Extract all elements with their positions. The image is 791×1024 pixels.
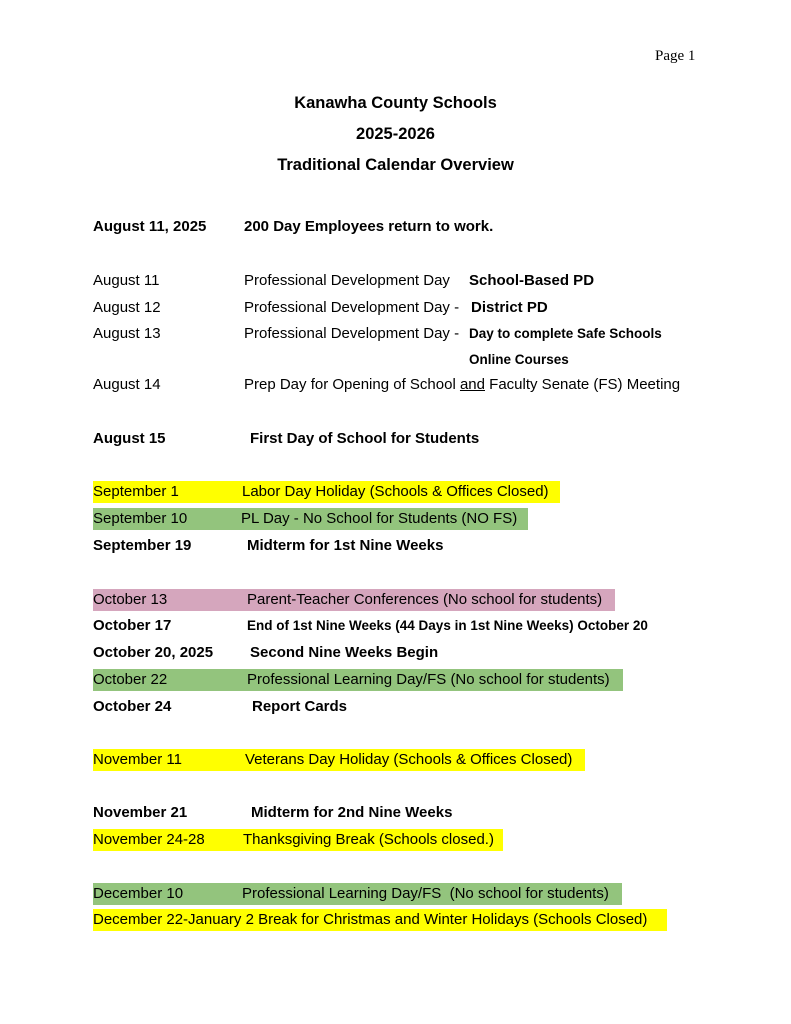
entry-description: Parent-Teacher Conferences (No school for students) — [247, 591, 603, 608]
calendar-subtitle: Traditional Calendar Overview — [277, 156, 514, 174]
entry-date: October 13 — [93, 591, 168, 608]
entry-description: Midterm for 2nd Nine Weeks — [251, 804, 453, 821]
entry-description: Professional Learning Day/FS (No school for students) — [242, 885, 609, 902]
entry-date: October 22 — [93, 671, 168, 688]
entry-description: 200 Day Employees return to work. — [244, 218, 494, 235]
entry-date: September 1 — [93, 483, 179, 500]
entry-description: PL Day - No School for Students (NO FS) — [241, 510, 518, 527]
entry-note: District PD — [471, 299, 548, 316]
entry-date: August 12 — [93, 299, 161, 316]
entry-date: September 10 — [93, 510, 188, 527]
entry-description: Midterm for 1st Nine Weeks — [247, 537, 444, 554]
school-year: 2025-2026 — [356, 125, 435, 143]
entry-description: Thanksgiving Break (Schools closed.) — [243, 831, 494, 848]
entry-date: November 21 — [93, 804, 188, 821]
entry-description: End of 1st Nine Weeks (44 Days in 1st Nine Weeks) October 20 — [247, 618, 648, 633]
entry-date: November 11 — [93, 751, 182, 768]
entry-date: September 19 — [93, 537, 192, 554]
entry-note: Day to complete Safe Schools — [469, 326, 662, 341]
entry-description-underlined: and — [459, 376, 485, 393]
entry-description: Professional Learning Day/FS (No school for students) — [247, 671, 610, 688]
entry-date: October 24 — [93, 698, 172, 715]
entry-description-part: Prep Day for Opening of School — [244, 376, 456, 393]
entry-date: August 14 — [93, 376, 161, 393]
entry-date: December 10 — [93, 885, 184, 902]
entry-description: Labor Day Holiday (Schools & Offices Closed) — [242, 483, 549, 500]
page-number: Page 1 — [655, 48, 696, 64]
entry-description: Professional Development Day - — [244, 325, 460, 342]
entry-date: August 15 — [93, 430, 166, 447]
entry-date: August 13 — [93, 325, 161, 342]
entry-description: Professional Development Day - — [244, 299, 460, 316]
entry-date: October 20, 2025 — [93, 644, 214, 661]
entry-date: August 11, 2025 — [93, 218, 207, 235]
entry-description — [244, 374, 680, 396]
entry-note: School-Based PD — [469, 272, 595, 289]
entry-description-part: Faculty Senate (FS) Meeting — [489, 376, 681, 393]
entry-note-continued: Online Courses — [469, 352, 569, 367]
entry-description: Report Cards — [252, 698, 348, 715]
entry-description: Second Nine Weeks Begin — [250, 644, 439, 661]
entry-text: December 22-January 2 Break for Christmas and Winter Holidays (Schools Closed) — [93, 911, 648, 928]
document-title: Kanawha County Schools — [294, 94, 497, 112]
entry-date: August 11 — [93, 272, 160, 289]
entry-date: October 17 — [93, 617, 172, 634]
entry-date: November 24-28 — [93, 831, 205, 848]
entry-description: First Day of School for Students — [250, 430, 480, 447]
entry-description: Professional Development Day — [244, 272, 450, 289]
entry-description: Veterans Day Holiday (Schools & Offices Closed) — [245, 751, 573, 768]
